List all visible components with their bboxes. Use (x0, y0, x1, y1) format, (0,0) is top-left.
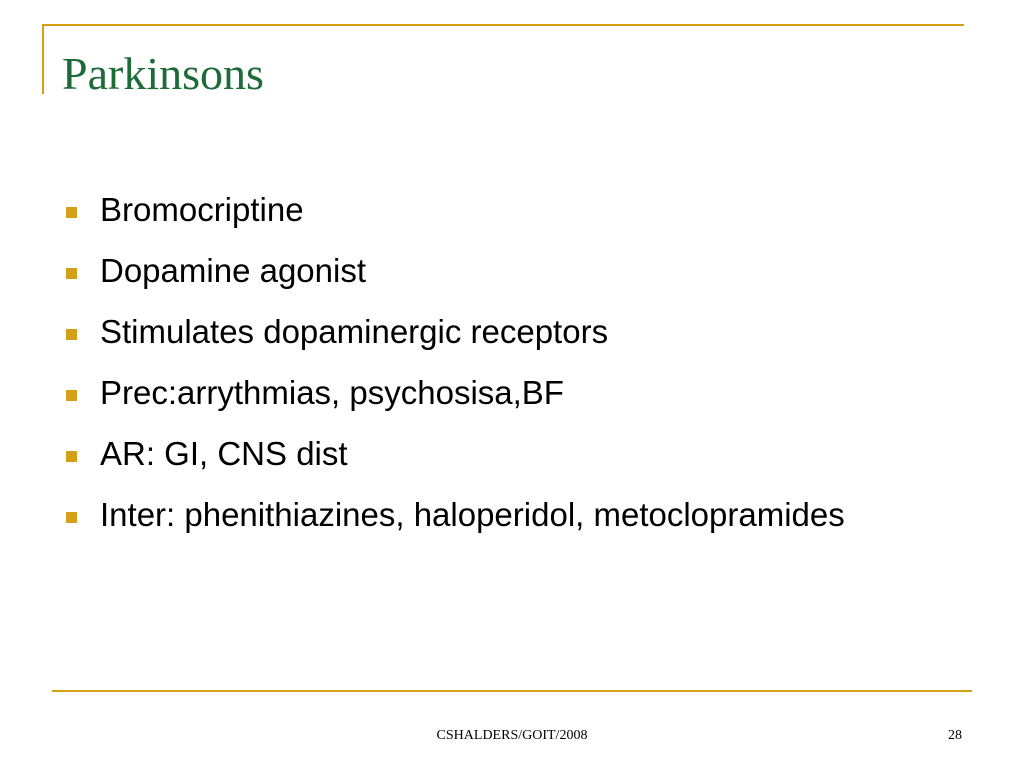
square-bullet-icon (66, 451, 77, 462)
bullet-text: Bromocriptine (100, 191, 304, 228)
square-bullet-icon (66, 512, 77, 523)
bullet-text: Stimulates dopaminergic receptors (100, 313, 609, 350)
square-bullet-icon (66, 207, 77, 218)
bullet-text: AR: GI, CNS dist (100, 435, 348, 472)
footer-text: CSHALDERS/GOIT/2008 (436, 728, 588, 743)
footer-rule (52, 690, 972, 692)
page-number: 28 (948, 728, 962, 743)
bullet-text: Inter: phenithiazines, haloperidol, metoclopramides (100, 496, 845, 533)
bullet-item (62, 495, 942, 535)
square-bullet-icon (66, 390, 77, 401)
bullet-text: Prec:arrythmias, psychosisa,BF (100, 374, 564, 411)
bullet-list (62, 190, 942, 556)
bullet-item (62, 373, 942, 413)
bullet-item (62, 190, 942, 230)
bullet-item (62, 312, 942, 352)
square-bullet-icon (66, 329, 77, 340)
title-frame-left-rule (42, 24, 44, 94)
square-bullet-icon (66, 268, 77, 279)
bullet-text: Dopamine agonist (100, 252, 366, 289)
bullet-item (62, 251, 942, 291)
title-frame-top-rule (42, 24, 964, 26)
bullet-item (62, 434, 942, 474)
slide-title: Parkinsons (62, 48, 264, 99)
